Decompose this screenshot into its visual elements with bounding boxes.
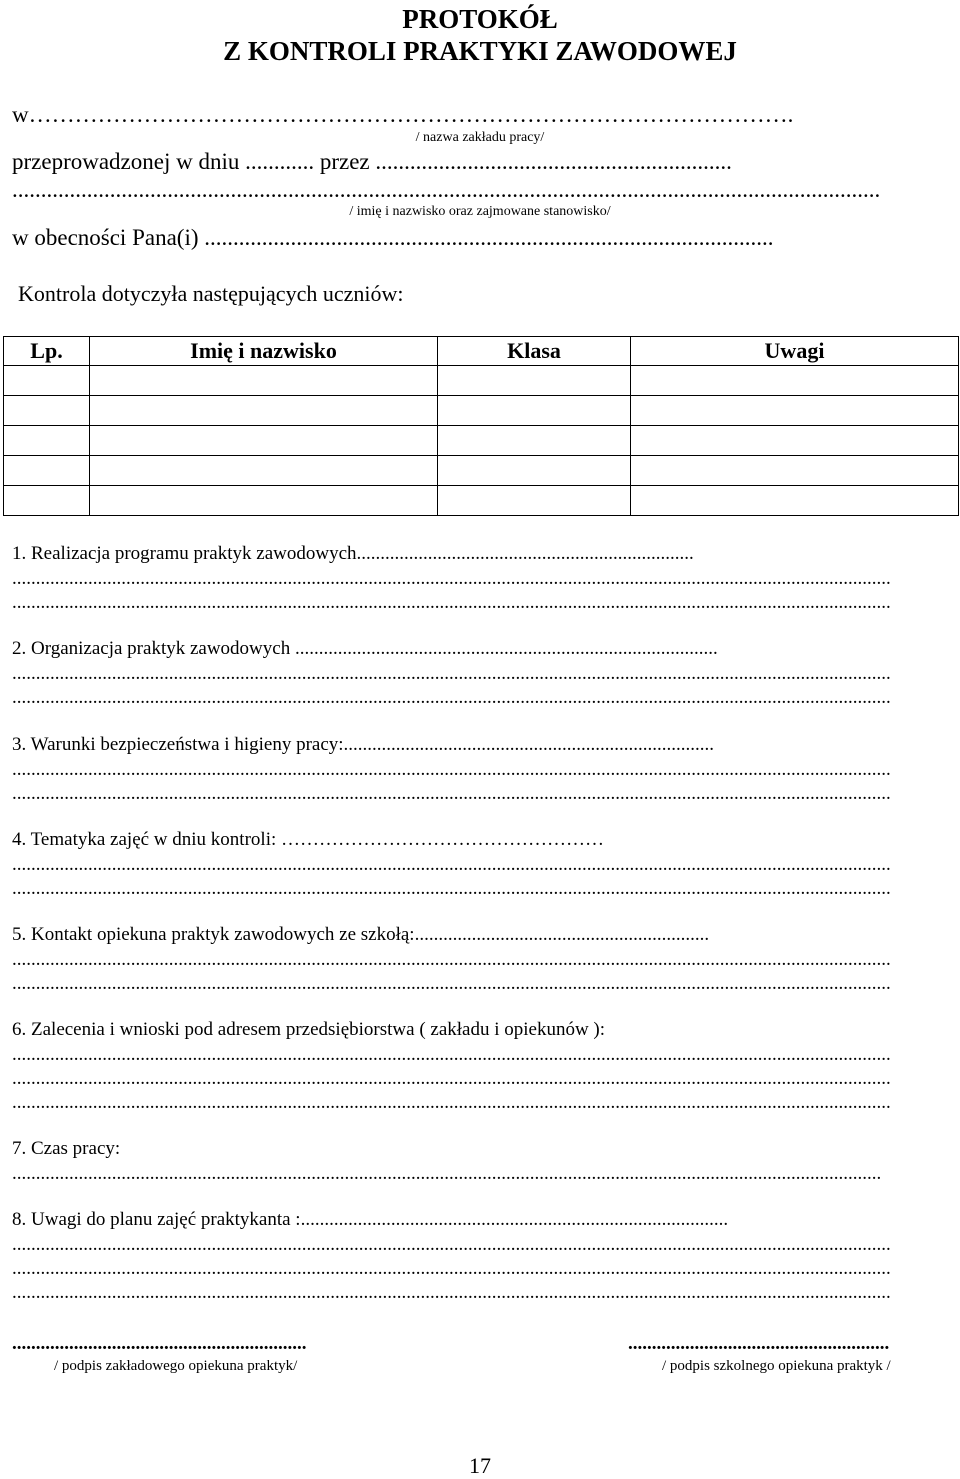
table-cell[interactable] (4, 486, 90, 516)
table-row (4, 366, 959, 396)
section-6-line-3: ......................................................................................................................................................................................... (12, 1092, 891, 1113)
table-row (4, 396, 959, 426)
section-8-line-2: ......................................................................................................................................................................................... (12, 1258, 891, 1279)
signature-right-dots: ....................................................... (628, 1333, 890, 1354)
table-cell[interactable] (90, 366, 438, 396)
inspector-caption: / imię i nazwisko oraz zajmowane stanowisko/ (349, 204, 611, 219)
section-2-label: 2. Organizacja praktyk zawodowych ......................................................................................... (12, 638, 718, 659)
table-cell[interactable] (631, 366, 959, 396)
section-5-line-1: ......................................................................................................................................................................................... (12, 949, 891, 970)
table-cell[interactable] (438, 486, 631, 516)
section-5-line-2: ......................................................................................................................................................................................... (12, 973, 891, 994)
table-cell[interactable] (4, 396, 90, 426)
table-cell[interactable] (631, 456, 959, 486)
table-row (4, 456, 959, 486)
section-3-label: 3. Warunki bezpieczeństwa i higieny pracy:.............................................................................. (12, 734, 715, 755)
section-1-line-1: ......................................................................................................................................................................................... (12, 568, 891, 589)
table-cell[interactable] (438, 366, 631, 396)
table-cell[interactable] (438, 456, 631, 486)
table-cell[interactable] (90, 486, 438, 516)
signature-right-caption: / podpis szkolnego opiekuna praktyk / (662, 1358, 891, 1374)
section-7-line-1: ....................................................................................................................................................................................... (12, 1163, 882, 1184)
section-2-line-2: ......................................................................................................................................................................................... (12, 687, 891, 708)
page-number: 17 (469, 1453, 491, 1478)
column-header-lp: Lp. (4, 337, 90, 366)
table-cell[interactable] (631, 396, 959, 426)
date-line: przeprowadzonej w dniu ............ przez .............................................................. (12, 149, 732, 174)
table-header-row (4, 337, 959, 366)
table-cell[interactable] (631, 486, 959, 516)
column-header-name: Imię i nazwisko (90, 337, 438, 366)
table-cell[interactable] (4, 456, 90, 486)
section-1-label: 1. Realizacja programu praktyk zawodowych....................................................................... (12, 543, 694, 564)
table-cell[interactable] (438, 426, 631, 456)
table-row (4, 486, 959, 516)
table-cell[interactable] (90, 396, 438, 426)
table-cell[interactable] (438, 396, 631, 426)
workplace-caption: / nazwa zakładu pracy/ (415, 130, 545, 145)
section-4-line-2: ......................................................................................................................................................................................... (12, 878, 891, 899)
column-header-class: Klasa (438, 337, 631, 366)
table-cell[interactable] (4, 426, 90, 456)
table-cell[interactable] (90, 426, 438, 456)
table-cell[interactable] (4, 366, 90, 396)
section-8-line-3: ......................................................................................................................................................................................... (12, 1282, 891, 1303)
section-4-line-1: ......................................................................................................................................................................................... (12, 854, 891, 875)
section-1-line-2: ......................................................................................................................................................................................... (12, 592, 891, 613)
section-6-line-2: ......................................................................................................................................................................................... (12, 1068, 891, 1089)
section-8-label: 8. Uwagi do planu zajęć praktykanta :.......................................................................................... (12, 1209, 729, 1230)
table-cell[interactable] (631, 426, 959, 456)
workplace-line: w………………………………………………………………………………………. (12, 102, 794, 127)
document-title-line-2: Z KONTROLI PRAKTYKI ZAWODOWEJ (223, 36, 737, 66)
inspector-dots-line: ....................................................................................................................................................... (12, 177, 881, 202)
section-6-label: 6. Zalecenia i wnioski pod adresem przedsiębiorstwa ( zakładu i opiekunów ): (12, 1019, 606, 1040)
section-8-line-1: ......................................................................................................................................................................................... (12, 1234, 891, 1255)
table-cell[interactable] (90, 456, 438, 486)
section-7-label: 7. Czas pracy: (12, 1138, 121, 1159)
students-table (3, 336, 959, 516)
signature-left-dots: .............................................................. (12, 1333, 307, 1354)
signature-left-caption: / podpis zakładowego opiekuna praktyk/ (54, 1358, 298, 1374)
students-intro: Kontrola dotyczyła następujących uczniów: (18, 281, 404, 306)
document-title-line-1: PROTOKÓŁ (402, 4, 558, 34)
section-4-label: 4. Tematyka zajęć w dniu kontroli: …………………………………………… (12, 829, 604, 850)
presence-line: w obecności Pana(i) ................................................................................................... (12, 225, 774, 250)
section-3-line-2: ......................................................................................................................................................................................... (12, 783, 891, 804)
section-5-label: 5. Kontakt opiekuna praktyk zawodowych ze szkołą:.............................................................. (12, 924, 710, 945)
section-2-line-1: ......................................................................................................................................................................................... (12, 663, 891, 684)
table-row (4, 426, 959, 456)
section-3-line-1: ......................................................................................................................................................................................... (12, 759, 891, 780)
column-header-remarks: Uwagi (631, 337, 959, 366)
section-6-line-1: ......................................................................................................................................................................................... (12, 1044, 891, 1065)
